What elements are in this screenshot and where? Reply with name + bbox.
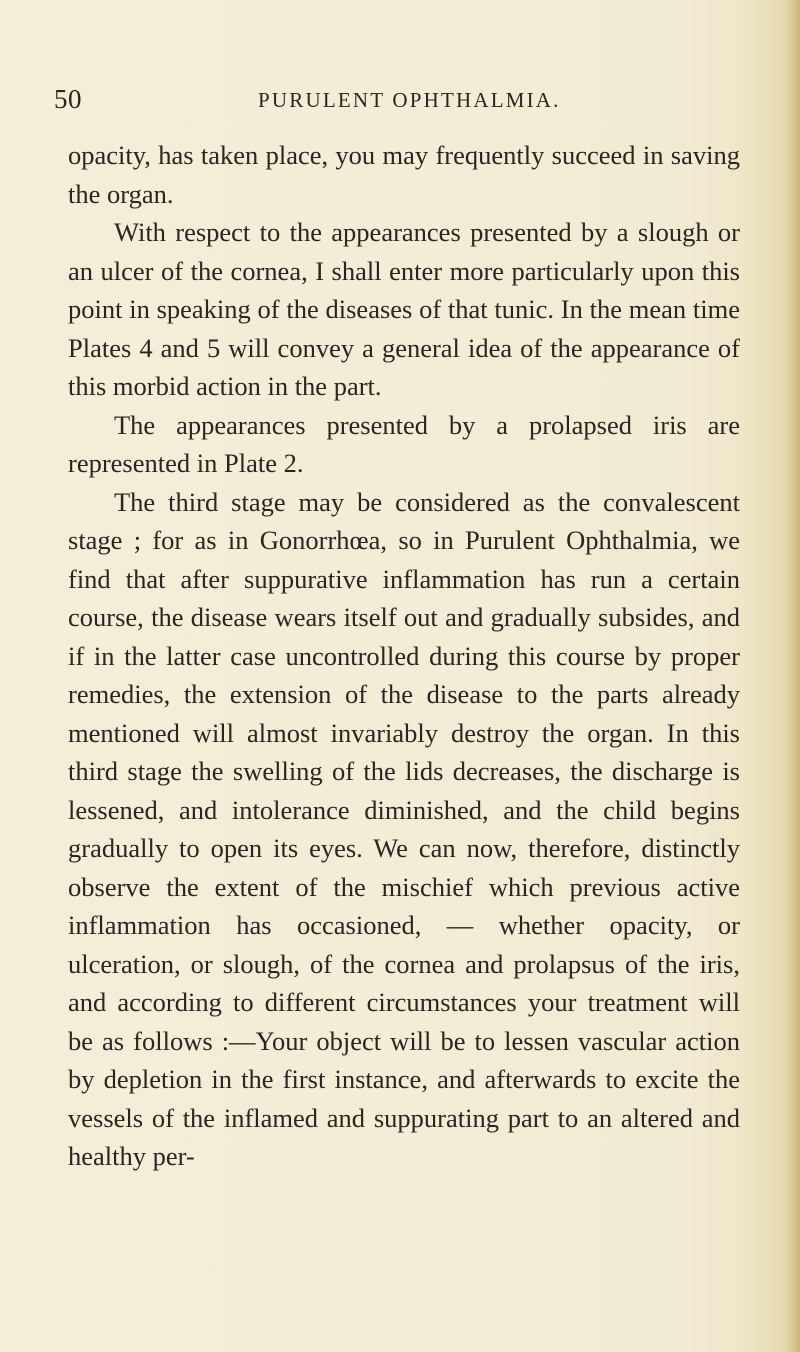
paragraph: opacity, has taken place, you may frequently succeed in saving the organ. xyxy=(68,140,740,209)
paragraph: The third stage may be considered as the convalescent stage ; for as in Gonorrhœa, so in Purulent Ophthalmia, we find that after suppurative inflammation has run a certain course, the disease wears itself out and gradually subsides, and if in the latter case uncontrolled during this course by proper remedies, the extension of the disease to the parts already mentioned will almost invariably destroy the organ. In this third stage the swelling of the lids decreases, the discharge is lessened, and intolerance diminished, and the child begins gradually to open its eyes. We can now, therefore, distinctly observe the extent of the mischief which previous active inflammation has occasioned, — whether opacity, or ulceration, or slough, of the cornea and prolapsus of the iris, and according to different circumstances your treatment will be as follows :—Your object will be to lessen vascular action by depletion in the first instance, and afterwards to excite the vessels of the inflamed and suppurating part to an altered and healthy per- xyxy=(68,486,740,1171)
paragraph: With respect to the appearances presented by a slough or an ulcer of the cornea, I shall enter more particularly upon this point in speaking of the diseases of that tunic. In the mean time Plates 4 and 5 will convey a general idea of the appearance of this morbid action in the part. xyxy=(68,217,740,401)
page-header xyxy=(54,84,744,124)
running-title: PURULENT OPHTHALMIA. xyxy=(258,88,561,112)
body-text xyxy=(68,136,740,1176)
page-edge xyxy=(786,0,800,1352)
paragraph: The appearances presented by a prolapsed iris are represented in Plate 2. xyxy=(68,409,740,478)
page-number: 50 xyxy=(54,84,82,114)
